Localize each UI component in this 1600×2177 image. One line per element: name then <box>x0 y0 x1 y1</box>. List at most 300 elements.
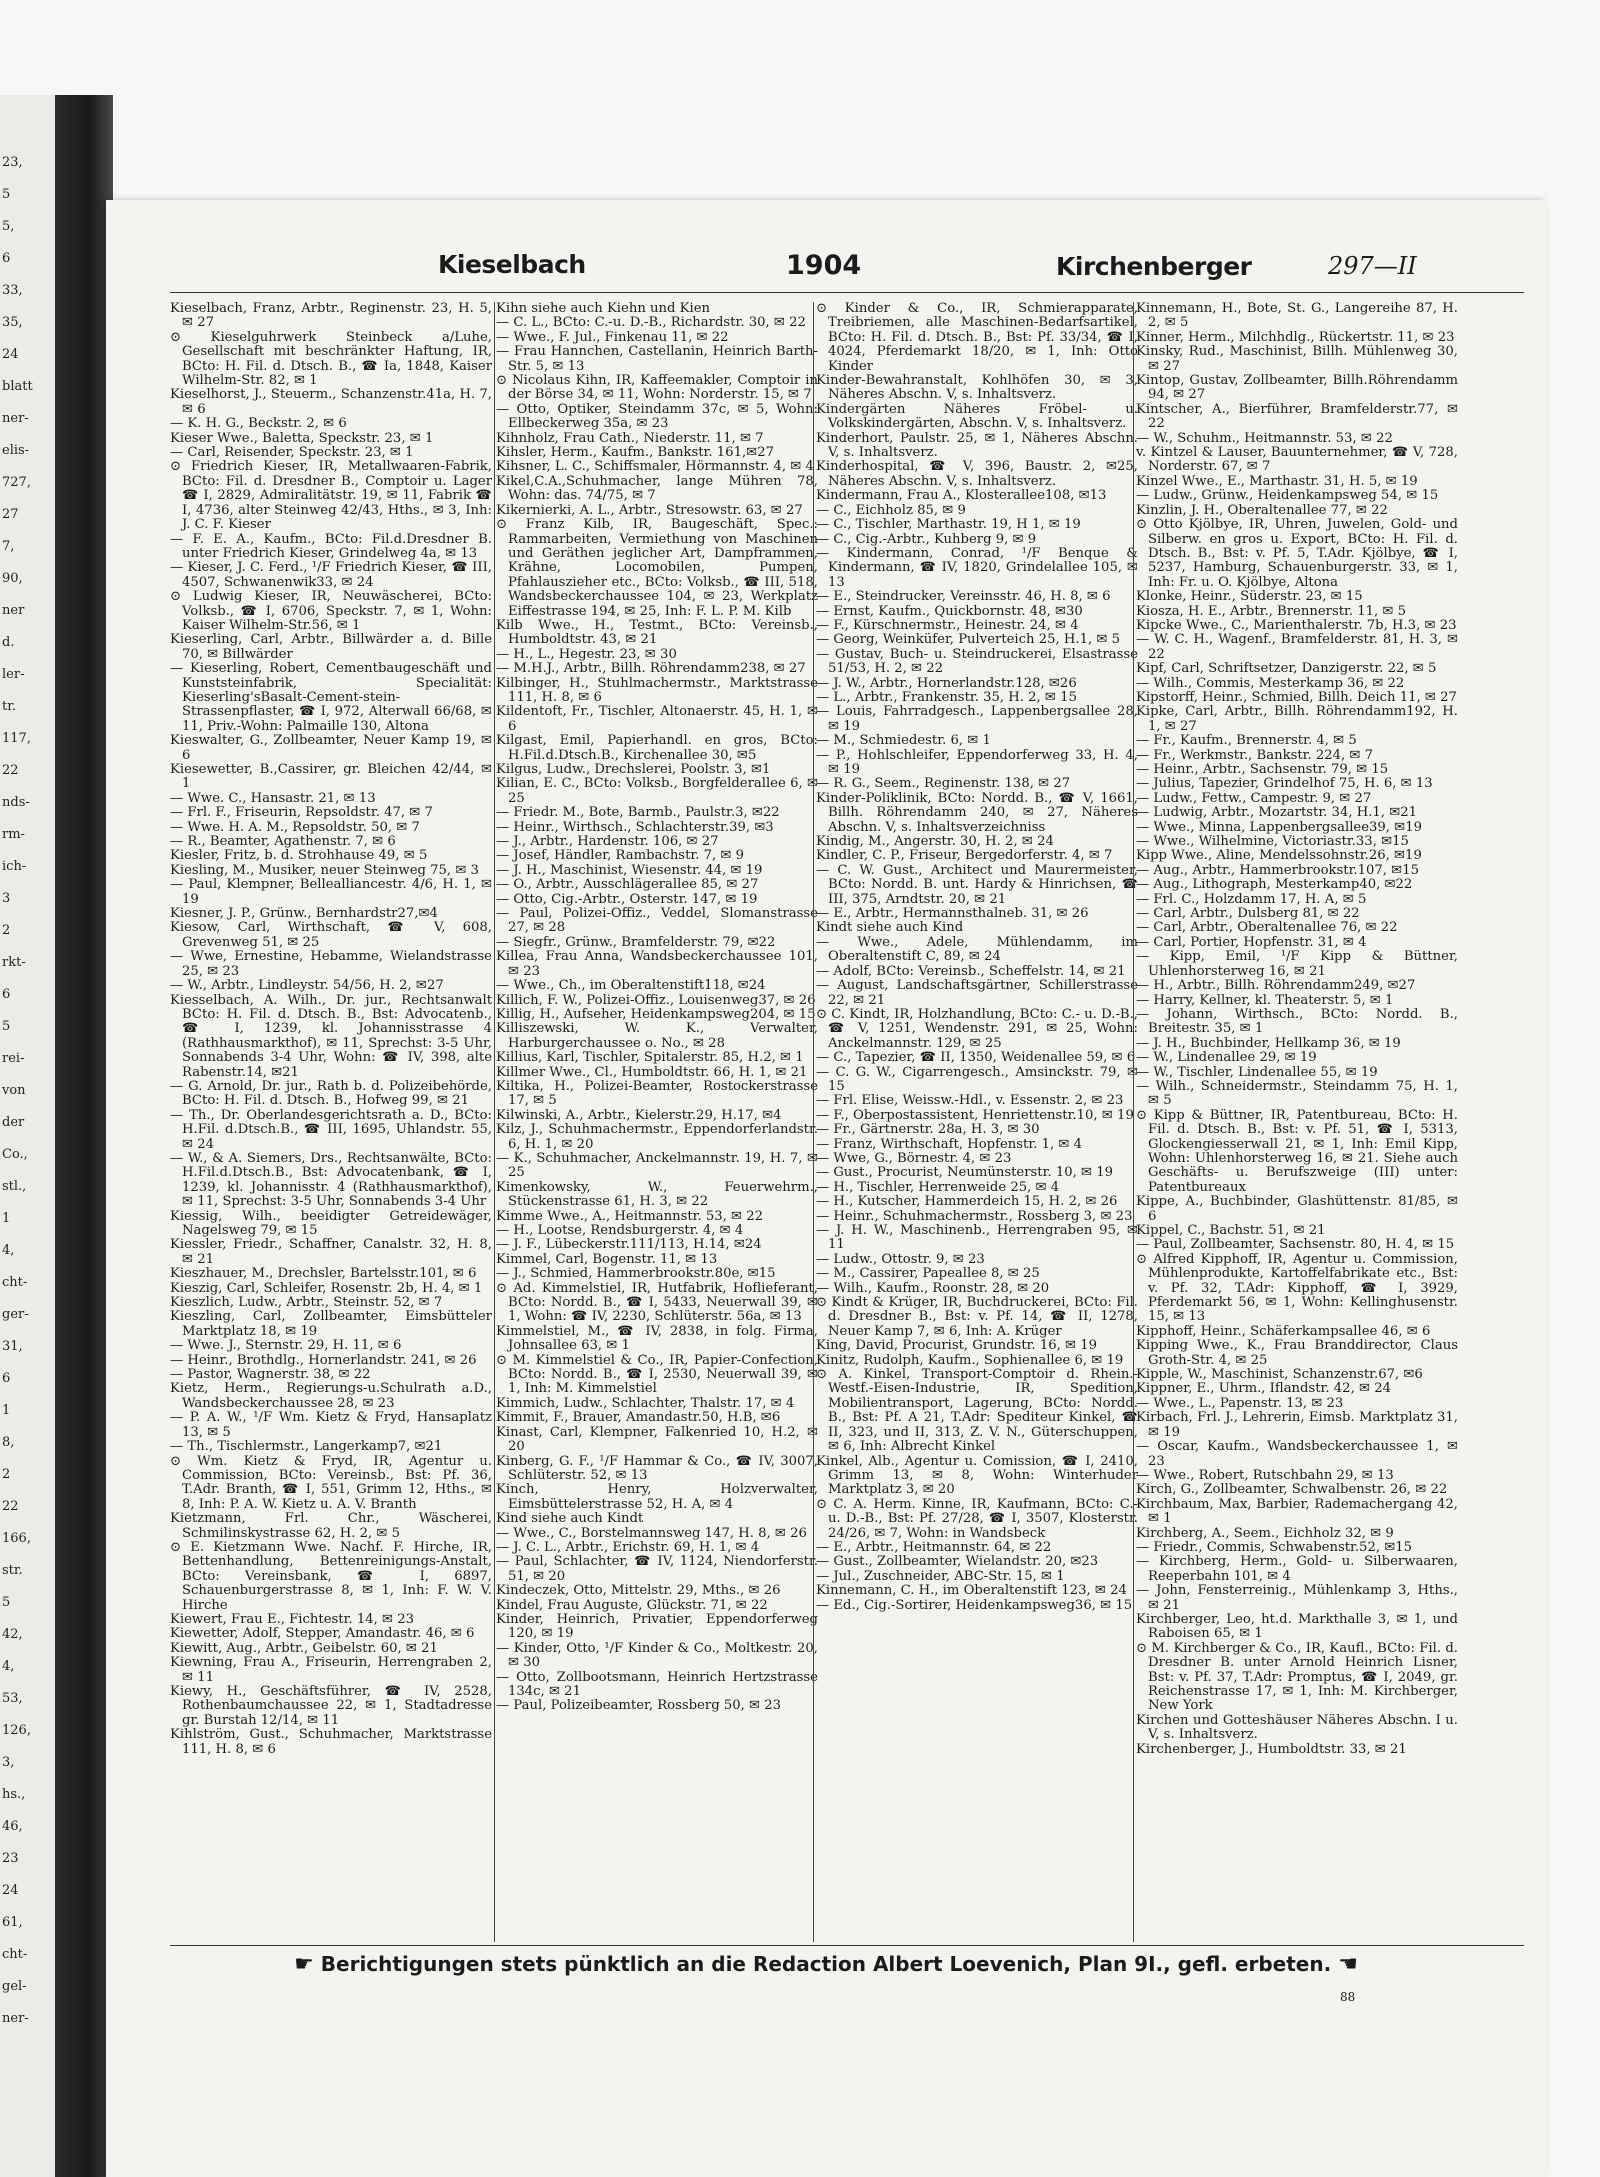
column-divider <box>494 302 495 1942</box>
directory-entry: Kinzel Wwe., E., Marthastr. 31, H. 5, ✉ 19 <box>1136 473 1418 489</box>
directory-entry: — K., Schuhmacher, Anckelmannstr. 19, H. 7, ✉ 25 <box>496 1150 818 1181</box>
directory-entry: ⊙ Otto Kjölbye, IR, Uhren, Juwelen, Gold- und Silberw. en gros u. Export, BCto: H. Fil. d. Dtsch. B., Bst: v. Pf. 5, T.Adr. Kjölbye, ☎ I, 5237, Hamburg, Schauenburgerstr. 33, ✉ 1, Inh: Fr. u. O. Kjölbye, Altona <box>1136 517 1458 590</box>
directory-entry: — Friedr., Commis, Schwabenstr.52, ✉15 <box>1136 1539 1413 1555</box>
directory-entry: — Wwe., F. Jul., Finkenau 11, ✉ 22 <box>496 329 729 345</box>
directory-entry: Kinsky, Rud., Maschinist, Billh. Mühlenweg 30, ✉ 27 <box>1136 344 1458 374</box>
directory-entry: — Julius, Tapezier, Grindelhof 75, H. 6, ✉ 13 <box>1136 776 1433 792</box>
directory-entry: Kipstorff, Heinr., Schmied, Billh. Deich 11, ✉ 27 <box>1136 689 1457 705</box>
directory-entry: Kiesow, Carl, Wirthschaft, ☎ V, 608, Grevenweg 51, ✉ 25 <box>170 920 492 950</box>
directory-entry: — Jul., Zuschneider, ABC-Str. 15, ✉ 1 <box>816 1568 1065 1584</box>
directory-entry: Kinkel, Alb., Agentur u. Comission, ☎ I, 2410, Grimm 13, ✉ 8, Wohn: Winterhuder Marktplatz 3, ✉ 20 <box>816 1453 1138 1498</box>
previous-page-fragment: ner <box>2 603 25 618</box>
directory-entry: — J. H., Maschinist, Wiesenstr. 44, ✉ 19 <box>496 862 763 878</box>
directory-entry: Kimme Wwe., A., Heitmannstr. 53, ✉ 22 <box>496 1208 764 1224</box>
directory-entry: Kinnemann, H., Bote, St. G., Langereihe 87, H. 2, ✉ 5 <box>1136 302 1458 331</box>
directory-entry: Kind siehe auch Kindt <box>496 1511 644 1527</box>
previous-page-fragment: der <box>2 1115 25 1130</box>
directory-entry: Kilb Wwe., H., Testmt., BCto: Vereinsb., Humboldtstr. 43, ✉ 21 <box>496 617 818 648</box>
directory-entry: — Aug., Arbtr., Hammerbrookstr.107, ✉15 <box>1136 862 1420 878</box>
previous-page-fragment: 33, <box>2 283 23 298</box>
previous-page-fragment: ner- <box>2 2011 29 2026</box>
directory-entry: — W., Schuhm., Heitmannstr. 53, ✉ 22 <box>1136 430 1393 446</box>
directory-entry: — Fr., Gärtnerstr. 28a, H. 3, ✉ 30 <box>816 1122 1040 1138</box>
directory-entry: Kieszlich, Ludw., Arbtr., Steinstr. 52, ✉ 7 <box>170 1295 443 1311</box>
directory-entry: — J. W., Arbtr., Hornerlandstr.128, ✉26 <box>816 675 1077 691</box>
directory-entry: Killiszewski, W. K., Verwalter, Harburgerchaussee o. No., ✉ 28 <box>496 1021 818 1051</box>
page-header <box>106 248 1546 288</box>
directory-entry: ⊙ C. Kindt, IR, Holzhandlung, BCto: C.- u. D.-B., ☎ V, 1251, Wendenstr. 291, ✉ 25, Wohn: Anckelmannstr. 129, ✉ 25 <box>816 1006 1138 1051</box>
previous-page-fragment: ich- <box>2 859 27 874</box>
previous-page-fragment: 2 <box>2 1467 11 1482</box>
directory-entry: — W., Arbtr., Lindleystr. 54/56, H. 2, ✉27 <box>170 978 444 994</box>
previous-page-fragment: 27 <box>2 507 19 522</box>
directory-entry: — Heinr., Schuhmachermstr., Rossberg 3, ✉ 23 <box>816 1208 1133 1224</box>
previous-page-fragment: stl., <box>2 1179 27 1194</box>
header-first-name: Kieselbach <box>438 250 586 279</box>
previous-page-fragment: ler- <box>2 667 25 682</box>
page-number: 297—II <box>1328 252 1417 280</box>
directory-entry: ⊙ Friedrich Kieser, IR, Metallwaaren-Fabrik, BCto: Fil. d. Dresdner B., Comptoir u. Lager ☎ I, 2829, Admiralitätstr. 19, ✉ 11, Fabrik ☎ I, 4736, alter Steinweg 42/43, Hths., ✉ 3, Inh: J. C. F. Kieser <box>170 459 492 533</box>
previous-page-fragment: nds- <box>2 795 30 810</box>
directory-entry: — Ed., Cig.-Sortirer, Heidenkampsweg36, ✉ 15 <box>816 1597 1133 1613</box>
directory-entry: Kilz, J., Schuhmachermstr., Eppendorferlandstr. 6, H. 1, ✉ 20 <box>496 1122 818 1152</box>
directory-entry: — Wwe, Ernestine, Hebamme, Wielandstrasse 25, ✉ 23 <box>170 949 492 979</box>
directory-entry: — Gustav, Buch- u. Steindruckerei, Elsastrasse 51/53, H. 2, ✉ 22 <box>816 646 1138 677</box>
directory-entry: — W. C. H., Wagenf., Bramfelderstr. 81, H. 3, ✉ 22 <box>1136 632 1458 662</box>
directory-entry: — Franz, Wirthschaft, Hopfenstr. 1, ✉ 4 <box>816 1136 1083 1152</box>
directory-entry: Kirchberg, A., Seem., Eichholz 32, ✉ 9 <box>1136 1525 1394 1541</box>
directory-entry: — Ludw., Ottostr. 9, ✉ 23 <box>816 1251 985 1267</box>
previous-page-fragment: 1 <box>2 1211 11 1226</box>
previous-page-fragment: 61, <box>2 1915 23 1930</box>
directory-entry: — P., Hohlschleifer, Eppendorferweg 33, H. 4, ✉ 19 <box>816 747 1138 777</box>
directory-entry: Kihlström, Gust., Schuhmacher, Marktstrasse 111, H. 8, ✉ 6 <box>170 1727 492 1757</box>
directory-entry: King, David, Procurist, Grundstr. 16, ✉ 19 <box>816 1338 1098 1354</box>
column-divider <box>813 302 814 1942</box>
directory-entry: — R. G., Seem., Reginenstr. 138, ✉ 27 <box>816 776 1071 792</box>
directory-entry: Kirchberger, Leo, ht.d. Markthalle 3, ✉ 1, und Raboisen 65, ✉ 1 <box>1136 1611 1458 1642</box>
directory-entry: Kiessig, Wilh., beeidigter Getreidewäger, Nagelsweg 79, ✉ 15 <box>170 1208 492 1238</box>
directory-entry: Kipcke Wwe., C., Marienthalerstr. 7b, H.3, ✉ 23 <box>1136 617 1457 633</box>
directory-entry: — Georg, Weinküfer, Pulverteich 25, H.1, ✉ 5 <box>816 632 1120 648</box>
directory-entry: Killea, Frau Anna, Wandsbeckerchaussee 101, ✉ 23 <box>496 949 818 979</box>
directory-entry: Kimenkowsky, W., Feuerwehrm., Stückenstrasse 61, H. 3, ✉ 22 <box>496 1179 818 1210</box>
directory-entry: — Heinr., Wirthsch., Schlachterstr.39, ✉3 <box>496 819 774 835</box>
directory-entry: — Frl. C., Holzdamm 17, H. A, ✉ 5 <box>1136 891 1367 907</box>
directory-entry: — Wwe., C., Borstelmannsweg 147, H. 8, ✉ 26 <box>496 1525 807 1541</box>
directory-entry: Kindt siehe auch Kind <box>816 920 964 936</box>
previous-page-fragment: rkt- <box>2 955 26 970</box>
pointing-hand-left-icon: ☛ <box>294 1952 314 1977</box>
directory-entry: — H., Kutscher, Hammerdeich 15, H. 2, ✉ 26 <box>816 1194 1118 1210</box>
directory-entry: Kieselbach, Franz, Arbtr., Reginenstr. 23, H. 5, ✉ 27 <box>170 302 492 331</box>
directory-entry: — Frl. F., Friseurin, Repsoldstr. 47, ✉ 7 <box>170 805 433 821</box>
directory-entry: Kindermann, Frau A., Klosterallee108, ✉13 <box>816 488 1107 504</box>
directory-entry: Kipphoff, Heinr., Schäferkampsallee 46, ✉ 6 <box>1136 1323 1431 1339</box>
directory-entry: Kiewitt, Aug., Arbtr., Geibelstr. 60, ✉ 21 <box>170 1640 438 1656</box>
directory-entry: Kiosza, H. E., Arbtr., Brennerstr. 11, ✉ 5 <box>1136 603 1407 619</box>
directory-entry: — F. E. A., Kaufm., BCto: Fil.d.Dresdner B. unter Friedrich Kieser, Grindelweg 4a, ✉ 13 <box>170 531 492 561</box>
directory-entry: — Wilh., Commis, Mesterkamp 36, ✉ 22 <box>1136 675 1405 691</box>
previous-page-fragment: elis- <box>2 443 30 458</box>
directory-entry: — Carl, Arbtr., Dulsberg 81, ✉ 22 <box>1136 906 1360 922</box>
column-1 <box>170 302 492 1942</box>
directory-entry: Kirchen und Gotteshäuser Näheres Abschn. I u. V, s. Inhaltsverz. <box>1136 1712 1458 1743</box>
directory-entry: ⊙ M. Kirchberger & Co., IR, Kaufl., BCto: Fil. d. Dresdner B. unter Arnold Heinrich Lisner, Bst: v. Pf. 37, T.Adr: Promptus, ☎ I, 2049, gr. Reichenstrasse 17, ✉ 1, Inh: M. Kirchberger, New York <box>1136 1640 1458 1714</box>
directory-entry: Kiesner, J. P., Grünw., Bernhardstr27,✉4 <box>170 906 438 922</box>
directory-entry: — Wwe., Adele, Mühlendamm, im Oberaltenstift C, 89, ✉ 24 <box>816 934 1138 965</box>
directory-entry: Kiewetter, Adolf, Stepper, Amandastr. 46, ✉ 6 <box>170 1626 475 1642</box>
directory-entry: Kietzmann, Frl. Chr., Wäscherei, Schmilinskystrasse 62, H. 2, ✉ 5 <box>170 1511 492 1541</box>
directory-entry: — R., Beamter, Agathenstr. 7, ✉ 6 <box>170 834 396 850</box>
directory-entry: Kinder, Heinrich, Privatier, Eppendorferweg 120, ✉ 19 <box>496 1611 818 1642</box>
directory-entry: — Pastor, Wagnerstr. 38, ✉ 22 <box>170 1367 371 1383</box>
directory-entry: — E., Arbtr., Hermannsthalneb. 31, ✉ 26 <box>816 906 1089 922</box>
directory-entry: — L., Arbtr., Frankenstr. 35, H. 2, ✉ 15 <box>816 689 1077 705</box>
previous-page-fragment: 31, <box>2 1339 23 1354</box>
previous-page-fragment: 5 <box>2 187 11 202</box>
previous-page-fragment: 5 <box>2 1019 11 1034</box>
directory-entry: ⊙ E. Kietzmann Wwe. Nachf. F. Hirche, IR, Bettenhandlung, Bettenreinigungs-Anstalt, BCto: Vereinsbank, ☎ I, 6897, Schauenburgerstrasse 8, ✉ 1, Inh: F. W. V. Hirche <box>170 1539 492 1613</box>
header-year: 1904 <box>786 250 862 281</box>
directory-entry: ⊙ Kinder & Co., IR, Schmierapparate, Treibriemen, alle Maschinen-Bedarfsartikel, BCto: H. Fil. d. Dtsch. B., Bst: Pf. 33/34, ☎ I, 4024, Pferdemarkt 18/20, ✉ 1, Inh: Otto Kinder <box>816 302 1138 374</box>
directory-entry: — Kinder, Otto, ¹/F Kinder & Co., Moltkestr. 20, ✉ 30 <box>496 1640 818 1671</box>
column-2 <box>496 302 818 1942</box>
previous-page-fragment: 22 <box>2 1499 19 1514</box>
directory-entry: — F., Oberpostassistent, Henriettenstr.10, ✉ 19 <box>816 1107 1134 1123</box>
previous-page-fragment: 53, <box>2 1691 23 1706</box>
directory-entry: — Fr., Werkmstr., Bankstr. 224, ✉ 7 <box>1136 747 1374 763</box>
directory-entry: Kipping Wwe., K., Frau Branddirector, Claus Groth-Str. 4, ✉ 25 <box>1136 1338 1458 1368</box>
directory-entry: — Wwe. H. A. M., Repsoldstr. 50, ✉ 7 <box>170 819 420 835</box>
directory-entry: Kinch, Henry, Holzverwalter, Eimsbüttelerstrasse 52, H. A, ✉ 4 <box>496 1482 818 1512</box>
directory-entry: — C., Eichholz 85, ✉ 9 <box>816 502 966 518</box>
directory-entry: Kimmel, Carl, Bogenstr. 11, ✉ 13 <box>496 1251 718 1267</box>
directory-entry: — Paul, Schlachter, ☎ IV, 1124, Niendorferstr. 51, ✉ 20 <box>496 1554 818 1584</box>
directory-entry: Kipf, Carl, Schriftsetzer, Danzigerstr. 22, ✉ 5 <box>1136 661 1437 677</box>
header-last-name: Kirchenberger <box>1056 252 1252 281</box>
directory-entry: — J. C. L., Arbtr., Erichstr. 69, H. 1, ✉ 4 <box>496 1539 760 1555</box>
directory-page <box>106 200 1546 2177</box>
directory-entry: — P. A. W., ¹/F Wm. Kietz & Fryd, Hansaplatz 13, ✉ 5 <box>170 1410 492 1440</box>
directory-entry: — J. H. W., Maschinenb., Herrengraben 95, ✉ 11 <box>816 1223 1138 1253</box>
directory-entry: Kimmich, Ludw., Schlachter, Thalstr. 17, ✉ 4 <box>496 1395 795 1411</box>
directory-entry: Kindler, C. P., Friseur, Bergedorferstr. 4, ✉ 7 <box>816 848 1113 864</box>
directory-entry: — Ernst, Kaufm., Quickbornstr. 48, ✉30 <box>816 603 1083 619</box>
previous-page-fragment: rm- <box>2 827 25 842</box>
column-divider <box>1133 302 1134 1942</box>
directory-entry: Kiesler, Fritz, b. d. Strohhause 49, ✉ 5 <box>170 848 428 864</box>
directory-entry: Kieserling, Carl, Arbtr., Billwärder a. d. Bille 70, ✉ Billwärder <box>170 632 492 662</box>
directory-entry: — C., Tischler, Marthastr. 19, H 1, ✉ 19 <box>816 517 1081 533</box>
directory-entry: — Wwe. J., Sternstr. 29, H. 11, ✉ 6 <box>170 1338 402 1354</box>
directory-entry: Kimmelstiel, M., ☎ IV, 2838, in folg. Firma, Johnsallee 63, ✉ 1 <box>496 1323 818 1354</box>
previous-page-fragment: cht- <box>2 1947 28 1962</box>
directory-entry: — Siegfr., Grünw., Bramfelderstr. 79, ✉22 <box>496 934 776 950</box>
previous-page-fragment: von <box>2 1083 26 1098</box>
directory-entry: — Wwe., Ch., im Oberaltenstift118, ✉24 <box>496 978 766 994</box>
directory-entry: Kihsler, Herm., Kaufm., Bankstr. 161,✉27 <box>496 445 774 461</box>
directory-entry: — Friedr. M., Bote, Barmb., Paulstr.3, ✉22 <box>496 805 780 821</box>
directory-entry: — Wwe., Robert, Rutschbahn 29, ✉ 13 <box>1136 1467 1394 1483</box>
directory-entry: — M., Schmiedestr. 6, ✉ 1 <box>816 733 991 749</box>
directory-entry: Kippner, E., Uhrm., Iflandstr. 42, ✉ 24 <box>1136 1381 1391 1397</box>
previous-page-fragment: tr. <box>2 699 17 714</box>
directory-entry: — Kieser, J. C. Ferd., ¹/F Friedrich Kieser, ☎ III, 4507, Schwanenwik33, ✉ 24 <box>170 560 492 590</box>
directory-entry: Kieser Wwe., Baletta, Speckstr. 23, ✉ 1 <box>170 430 434 446</box>
directory-entry: — Josef, Händler, Rambachstr. 7, ✉ 9 <box>496 848 745 864</box>
directory-entry: — Heinr., Brothdlg., Hornerlandstr. 241, ✉ 26 <box>170 1352 477 1368</box>
directory-entry: — Frau Hannchen, Castellanin, Heinrich Barth-Str. 5, ✉ 13 <box>496 344 818 374</box>
previous-page-fragment: 5 <box>2 1595 11 1610</box>
previous-page-fragment: 5, <box>2 219 15 234</box>
directory-entry: — Paul, Klempner, Bellealliancestr. 4/6, H. 1, ✉ 19 <box>170 877 492 907</box>
directory-entry: Killich, F. W., Polizei-Offiz., Louisenweg37, ✉ 26 <box>496 992 816 1008</box>
directory-entry: — Kipp, Emil, ¹/F Kipp & Büttner, Uhlenhorsterweg 16, ✉ 21 <box>1136 949 1458 979</box>
directory-entry: ⊙ Kipp & Büttner, IR, Patentbureau, BCto: H. Fil. d. Dtsch. B., Bst: v. Pf. 51, ☎ I, 5313, Glockengiesserwall 21, ✉ 1, Inh: Emil Kipp, Wohn: Uhlenhorsterweg 16, ✉ 21. Siehe auch Geschäfts- u. Berufszweige (III) unter: Patentbureaux <box>1136 1107 1458 1195</box>
directory-entry: Kintop, Gustav, Zollbeamter, Billh.Röhrendamm 94, ✉ 27 <box>1136 373 1458 403</box>
directory-entry: — Wwe, G., Börnestr. 4, ✉ 23 <box>816 1150 1012 1166</box>
directory-entry: ⊙ Kieselguhrwerk Steinbeck a/Luhe, Gesellschaft mit beschränkter Haftung, IR, BCto: H. Fil. d. Dtsch. B., ☎ Ia, 1848, Kaiser Wilhelm-Str. 82, ✉ 1 <box>170 329 492 389</box>
directory-entry: Kinner, Herm., Milchhdlg., Rückertstr. 11, ✉ 23 <box>1136 329 1455 345</box>
previous-page-fragment: 117, <box>2 731 31 746</box>
directory-entry: Kiewy, H., Geschäftsführer, ☎ IV, 2528, Rothenbaumchaussee 22, ✉ 1, Stadtadresse gr. Burstah 12/14, ✉ 11 <box>170 1684 492 1728</box>
directory-entry: Kinzlin, J. H., Oberaltenallee 77, ✉ 22 <box>1136 502 1388 518</box>
previous-page-fragment: 46, <box>2 1819 23 1834</box>
directory-entry: — Adolf, BCto: Vereinsb., Scheffelstr. 14, ✉ 21 <box>816 963 1126 979</box>
directory-entry: Kiltika, H., Polizei-Beamter, Rostockerstrasse 17, ✉ 5 <box>496 1078 818 1109</box>
previous-page-fragment: d. <box>2 635 15 650</box>
directory-entry: ⊙ Ad. Kimmelstiel, IR, Hutfabrik, Hoflieferant, BCto: Nordd. B., ☎ I, 5433, Neuerwall 39, ✉ 1, Wohn: ☎ IV, 2230, Schlüterstr. 56a, ✉ 13 <box>496 1280 818 1325</box>
directory-entry: ⊙ C. A. Herm. Kinne, IR, Kaufmann, BCto: C.- u. D.-B., Bst: Pf. 27/28, ☎ I, 3507, Klosterstr. 24/26, ✉ 7, Wohn: in Wandsbeck <box>816 1496 1138 1541</box>
previous-page-fragment: hs., <box>2 1787 26 1802</box>
directory-entry: — Aug., Lithograph, Mesterkamp40, ✉22 <box>1136 877 1413 893</box>
footer-rule <box>170 1945 1524 1946</box>
directory-entry: — O., Arbtr., Ausschlägerallee 85, ✉ 27 <box>496 877 759 893</box>
directory-entry: — H., L., Hegestr. 23, ✉ 30 <box>496 646 677 662</box>
previous-page-fragment: 8, <box>2 1435 15 1450</box>
directory-entry: — W., Tischler, Lindenallee 55, ✉ 19 <box>1136 1064 1378 1080</box>
previous-page-edge <box>0 95 58 2177</box>
directory-entry: Kilgast, Emil, Papierhandl. en gros, BCto: H.Fil.d.Dtsch.B., Kirchenallee 30, ✉5 <box>496 733 818 763</box>
previous-page-fragment: 3, <box>2 1755 15 1770</box>
directory-entry: ⊙ Kindt & Krüger, IR, Buchdruckerei, BCto: Fil. d. Dresdner B., Bst: v. Pf. 14, ☎ II, 1278, Neuer Kamp 7, ✉ 6, Inh: A. Krüger <box>816 1295 1138 1339</box>
directory-entry: Kirch, G., Zollbeamter, Schwalbenstr. 26, ✉ 22 <box>1136 1482 1448 1498</box>
directory-entry: — E., Arbtr., Heitmannstr. 64, ✉ 22 <box>816 1539 1052 1555</box>
directory-entry: Kihn siehe auch Kiehn und Kien <box>496 302 710 316</box>
directory-entry: — Ludw., Grünw., Heidenkampsweg 54, ✉ 15 <box>1136 488 1439 504</box>
previous-page-fragment: 727, <box>2 475 31 490</box>
directory-entry: — Paul, Polizei-Offiz., Veddel, Slomanstrasse 27, ✉ 28 <box>496 906 818 936</box>
directory-entry: — K. H. G., Beckstr. 2, ✉ 6 <box>170 416 347 432</box>
directory-entry: Kinderhort, Paulstr. 25, ✉ 1, Näheres Abschn. V, s. Inhaltsverz. <box>816 430 1138 461</box>
directory-entry: Killig, H., Aufseher, Heidenkampsweg204, ✉ 15 <box>496 1006 816 1022</box>
previous-page-fragment: ger- <box>2 1307 29 1322</box>
directory-entry: Kiesling, M., Musiker, neuer Steinweg 75, ✉ 3 <box>170 862 479 878</box>
previous-page-fragment: gel- <box>2 1979 27 1994</box>
directory-entry: Kieselhorst, J., Steuerm., Schanzenstr.41a, H. 7, ✉ 6 <box>170 387 492 417</box>
directory-entry: — Gust., Zollbeamter, Wielandstr. 20, ✉23 <box>816 1554 1099 1570</box>
previous-page-fragment: str. <box>2 1563 23 1578</box>
directory-entry: — C. L., BCto: C.-u. D.-B., Richardstr. 30, ✉ 22 <box>496 315 806 331</box>
previous-page-fragment: 2 <box>2 923 11 938</box>
book-gutter <box>55 95 113 2177</box>
directory-entry: Kihnholz, Frau Cath., Niederstr. 11, ✉ 7 <box>496 430 764 446</box>
previous-page-fragment: 4, <box>2 1659 15 1674</box>
previous-page-fragment: Co., <box>2 1147 28 1162</box>
directory-entry: — H., Arbtr., Billh. Röhrendamm249, ✉27 <box>1136 978 1416 994</box>
directory-entry: — Otto, Cig.-Arbtr., Osterstr. 147, ✉ 19 <box>496 891 758 907</box>
directory-entry: Kindel, Frau Auguste, Glückstr. 71, ✉ 22 <box>496 1597 768 1613</box>
directory-entry: — H., Tischler, Herrenweide 25, ✉ 4 <box>816 1179 1060 1195</box>
directory-entry: Kipke, Carl, Arbtr., Billh. Röhrendamm192, H. 1, ✉ 27 <box>1136 704 1458 734</box>
directory-entry: — C., Tapezier, ☎ II, 1350, Weidenallee 59, ✉ 6 <box>816 1050 1136 1066</box>
directory-entry: — M., Cassirer, Papeallee 8, ✉ 25 <box>816 1266 1040 1282</box>
directory-entry: Killius, Karl, Tischler, Spitalerstr. 85, H.2, ✉ 1 <box>496 1050 804 1066</box>
previous-page-fragment: 42, <box>2 1627 23 1642</box>
directory-entry: — Kieserling, Robert, Cementbaugeschäft und Kunststeinfabrik, Specialität: Kieserling'sBasalt-Cement-stein-Strassenpflaster, ☎ I, 972, Alterwall 66/68, ✉ 11, Priv.-Wohn: Palmaille 130, Altona <box>170 661 492 734</box>
directory-entry: Kintscher, A., Bierführer, Bramfelderstr.77, ✉ 22 <box>1136 401 1458 432</box>
directory-entry: — W., Lindenallee 29, ✉ 19 <box>1136 1050 1317 1066</box>
directory-entry: — Otto, Zollbootsmann, Heinrich Hertzstrasse 134c, ✉ 21 <box>496 1669 818 1699</box>
previous-page-fragment: 126, <box>2 1723 31 1738</box>
directory-entry: — August, Landschaftsgärtner, Schillerstrasse 22, ✉ 21 <box>816 978 1138 1008</box>
directory-entry: Kindeczek, Otto, Mittelstr. 29, Mths., ✉ 26 <box>496 1583 781 1599</box>
directory-entry: Kieszling, Carl, Zollbeamter, Eimsbütteler Marktplatz 18, ✉ 19 <box>170 1309 492 1339</box>
directory-entry: Kimmit, F., Brauer, Amandastr.50, H.B, ✉6 <box>496 1410 781 1426</box>
directory-entry: — Oscar, Kaufm., Wandsbeckerchaussee 1, ✉ 23 <box>1136 1439 1458 1469</box>
directory-entry: — Th., Tischlermstr., Langerkamp7, ✉21 <box>170 1439 443 1455</box>
directory-entry: ⊙ Nicolaus Kihn, IR, Kaffeemakler, Comptoir in der Börse 34, ✉ 11, Wohn: Norderstr. 15, ✉ 7 <box>496 373 818 403</box>
previous-page-fragment: 7, <box>2 539 15 554</box>
directory-entry: Kipple, W., Maschinist, Schanzenstr.67, ✉6 <box>1136 1367 1423 1383</box>
directory-entry: Kinder-Poliklinik, BCto: Nordd. B., ☎ V, 1661, Billh. Röhrendamm 240, ✉ 27, Näheres Abschn. V, s. Inhaltsverzeichniss <box>816 790 1138 835</box>
directory-entry: Kippe, A., Buchbinder, Glashüttenstr. 81/85, ✉ 6 <box>1136 1194 1458 1224</box>
directory-entry: Kinderhospital, ☎ V, 396, Baustr. 2, ✉25, Näheres Abschn. V, s. Inhaltsverz. <box>816 459 1138 489</box>
directory-entry: — H., Lootse, Rendsburgerstr. 4, ✉ 4 <box>496 1223 744 1238</box>
directory-entry: — Paul, Polizeibeamter, Rossberg 50, ✉ 23 <box>496 1698 782 1714</box>
directory-entry: Kilian, E. C., BCto: Volksb., Borgfelderallee 6, ✉ 25 <box>496 776 818 806</box>
directory-entry: — Wwe., L., Papenstr. 13, ✉ 23 <box>1136 1395 1344 1411</box>
previous-page-fragment: 23, <box>2 155 23 170</box>
directory-entry: — Wwe. C., Hansastr. 21, ✉ 13 <box>170 790 376 806</box>
directory-entry: — Ludw., Fettw., Campestr. 9, ✉ 27 <box>1136 790 1372 806</box>
directory-entry: ⊙ Wm. Kietz & Fryd, IR, Agentur u. Commission, BCto: Vereinsb., Bst: Pf. 36, T.Adr. Branth, ☎ I, 551, Grimm 12, Hths., ✉ 8, Inh: P. A. W. Kietz u. A. V. Branth <box>170 1453 492 1512</box>
directory-entry: Kiesselbach, A. Wilh., Dr. jur., Rechtsanwalt BCto: H. Fil. d. Dtsch. B., Bst: Advocatenb., ☎ I, 1239, kl. Johannisstrasse 4 (Rathhausmarkthof), ✉ 11, Sprechst: 3-5 Uhr, Sonnabends 3-4 Uhr, Wohn: ☎ IV, 398, alte Rabenstr.14, ✉21 <box>170 992 492 1080</box>
directory-entry: — Wwe., Minna, Lappenbergsallee39, ✉19 <box>1136 819 1423 835</box>
previous-page-fragment: 3 <box>2 891 11 906</box>
directory-entry: — Fr., Kaufm., Brennerstr. 4, ✉ 5 <box>1136 733 1357 749</box>
directory-entry: ⊙ M. Kimmelstiel & Co., IR, Papier-Confection, BCto: Nordd. B., ☎ I, 2530, Neuerwall 39, ✉ 1, Inh: M. Kimmelstiel <box>496 1352 818 1397</box>
directory-entry: Kinnemann, C. H., im Oberaltenstift 123, ✉ 24 <box>816 1583 1127 1599</box>
directory-entry: — E., Steindrucker, Vereinsstr. 46, H. 8, ✉ 6 <box>816 589 1111 605</box>
small-page-mark: 88 <box>1340 1990 1356 2004</box>
directory-entry: Kieszig, Carl, Schleifer, Rosenstr. 2b, H. 4, ✉ 1 <box>170 1280 483 1296</box>
directory-entry: Kihsner, L. C., Schiffsmaler, Hörmannstr. 4, ✉ 4 <box>496 459 814 475</box>
directory-entry: Kirchbaum, Max, Barbier, Rademachergang 42, ✉ 1 <box>1136 1496 1458 1527</box>
directory-entry: Kindig, M., Angerstr. 30, H. 2, ✉ 24 <box>816 834 1054 850</box>
directory-entry: Kiewning, Frau A., Friseurin, Herrengraben 2, ✉ 11 <box>170 1655 492 1685</box>
directory-entry: Kinast, Carl, Klempner, Falkenried 10, H.2, ✉ 20 <box>496 1424 818 1455</box>
directory-entry: — Carl, Arbtr., Oberaltenallee 76, ✉ 22 <box>1136 920 1398 936</box>
directory-entry: — Th., Dr. Oberlandesgerichtsrath a. D., BCto: H.Fil. d.Dtsch.B., ☎ III, 1695, Uhlandstr. 55, ✉ 24 <box>170 1107 492 1152</box>
directory-entry: — M.H.J., Arbtr., Billh. Röhrendamm238, ✉ 27 <box>496 661 806 677</box>
directory-entry: Kipp Wwe., Aline, Mendelssohnstr.26, ✉19 <box>1136 848 1422 864</box>
directory-entry: Kieswalter, G., Zollbeamter, Neuer Kamp 19, ✉ 6 <box>170 733 492 763</box>
directory-entry: ⊙ Franz Kilb, IR, Baugeschäft, Spec.: Rammarbeiten, Vermiethung von Maschinen und Geräthen jeglicher Art, Dampframmen, Krähne, Locomobilen, Pumpen, Pfahlauszieher etc., BCto: Volksb., ☎ III, 518, Wandsbeckerchaussee 104, ✉ 23, Werkplatz Eiffestrasse 194, ✉ 25, Inh: F. L. P. M. Kilb <box>496 517 818 619</box>
previous-page-fragment: 24 <box>2 1883 19 1898</box>
header-rule <box>170 292 1524 293</box>
directory-entry: Kilgus, Ludw., Drechslerei, Poolstr. 3, ✉1 <box>496 762 771 777</box>
directory-entry: — J. H., Buchbinder, Hellkamp 36, ✉ 19 <box>1136 1035 1401 1051</box>
directory-entry: — Wilh., Schneidermstr., Steindamm 75, H. 1, ✉ 5 <box>1136 1078 1458 1109</box>
footer-text: Berichtigungen stets pünktlich an die Redaction Albert Loevenich, Plan 9I., gefl. erbeten. <box>320 1952 1332 1976</box>
previous-page-fragment: 1 <box>2 1403 11 1418</box>
directory-entry: ⊙ Alfred Kipphoff, IR, Agentur u. Commission, Mühlenprodukte, Kartoffelfabrikate etc., Bst: v. Pf. 32, T.Adr: Kipphoff, ☎ I, 3929, Pferdemarkt 56, ✉ 1, Wohn: Kellinghusenstr. 15, ✉ 13 <box>1136 1251 1458 1325</box>
directory-entry: ⊙ Ludwig Kieser, IR, Neuwäscherei, BCto: Volksb., ☎ I, 6706, Speckstr. 7, ✉ 1, Wohn: Kaiser Wilhelm-Str.56, ✉ 1 <box>170 589 492 633</box>
directory-entry: Kiessler, Friedr., Schaffner, Canalstr. 32, H. 8, ✉ 21 <box>170 1237 492 1267</box>
directory-entry: v. Kintzel & Lauser, Bauunternehmer, ☎ V, 728, Norderstr. 67, ✉ 7 <box>1136 445 1458 475</box>
directory-entry: — C. W. Gust., Architect und Maurermeister, BCto: Nordd. B. unt. Hardy & Hinrichsen, ☎ III, 375, Arndtstr. 20, ✉ 21 <box>816 862 1138 907</box>
directory-entry: — Johann, Wirthsch., BCto: Nordd. B., Breitestr. 35, ✉ 1 <box>1136 1006 1458 1037</box>
directory-entry: — Wilh., Kaufm., Roonstr. 28, ✉ 20 <box>816 1280 1050 1296</box>
directory-entry: Kieszhauer, M., Drechsler, Bartelsstr.101, ✉ 6 <box>170 1266 477 1282</box>
directory-entry: — G. Arnold, Dr. jur., Rath b. d. Polizeibehörde, BCto: H. Fil. d. Dtsch. B., Hofweg 99, ✉ 21 <box>170 1078 492 1109</box>
previous-page-fragment: ner- <box>2 411 29 426</box>
directory-entry: Kirchenberger, J., Humboldtstr. 33, ✉ 21 <box>1136 1741 1407 1757</box>
previous-page-fragment: 6 <box>2 251 11 266</box>
directory-entry: Kippel, C., Bachstr. 51, ✉ 21 <box>1136 1223 1326 1238</box>
previous-page-fragment: 90, <box>2 571 23 586</box>
directory-entry: — W., & A. Siemers, Drs., Rechtsanwälte, BCto: H.Fil.d.Dtsch.B., Bst: Advocatenbank, ☎ I, 1239, kl. Johannisstr. 4 (Rathhausmarkthof), ✉ 11, Sprechst: 3-5 Uhr, Sonnabends 3-4 Uhr <box>170 1150 492 1210</box>
directory-entry: — Gust., Procurist, Neumünsterstr. 10, ✉ 19 <box>816 1165 1114 1181</box>
directory-entry: — Carl, Reisender, Speckstr. 23, ✉ 1 <box>170 445 414 461</box>
directory-entry: Kindergärten Näheres Fröbel- u. Volkskindergärten, Abschn. V, s. Inhaltsverz. <box>816 401 1138 432</box>
directory-entry: Kinberg, G. F., ¹/F Hammar & Co., ☎ IV, 3007, Schlüterstr. 52, ✉ 13 <box>496 1453 818 1483</box>
directory-entry: — F., Kürschnermstr., Heinestr. 24, ✉ 4 <box>816 617 1079 633</box>
previous-page-fragment: rei- <box>2 1051 25 1066</box>
column-4 <box>1136 302 1458 1942</box>
previous-page-fragment: 4, <box>2 1243 15 1258</box>
directory-entry: Kikel,C.A.,Schuhmacher, lange Mühren 78, Wohn: das. 74/75, ✉ 7 <box>496 473 818 504</box>
directory-entry: — Ludwig, Arbtr., Mozartstr. 34, H.1, ✉21 <box>1136 805 1418 821</box>
directory-entry: Kirbach, Frl. J., Lehrerin, Eimsb. Marktplatz 31, ✉ 19 <box>1136 1410 1458 1440</box>
previous-page-fragment: 166, <box>2 1531 31 1546</box>
directory-entry: Kinitz, Rudolph, Kaufm., Sophienallee 6, ✉ 19 <box>816 1352 1124 1368</box>
previous-page-fragment: cht- <box>2 1275 28 1290</box>
directory-entry: Kiesewetter, B.,Cassirer, gr. Bleichen 42/44, ✉ 1 <box>170 762 492 792</box>
previous-page-fragment: 22 <box>2 763 19 778</box>
directory-entry: — J., Arbtr., Hardenstr. 106, ✉ 27 <box>496 834 719 850</box>
directory-entry: ⊙ A. Kinkel, Transport-Comptoir d. Rhein.-Westf.-Eisen-Industrie, IR, Spedition, Mobilientransport, Lagerung, BCto: Nordd. B., Bst: Pf. A 21, T.Adr: Spediteur Kinkel, ☎ II, 323, und II, 313, Z. V. N., Güterschuppen, ✉ 6, Inh: Albrecht Kinkel <box>816 1367 1138 1455</box>
directory-entry: Kietz, Herm., Regierungs-u.Schulrath a.D., Wandsbeckerchaussee 28, ✉ 23 <box>170 1381 492 1411</box>
directory-entry: Kiewert, Frau E., Fichtestr. 14, ✉ 23 <box>170 1611 414 1627</box>
previous-page-fragment: 23 <box>2 1851 19 1866</box>
directory-entry: Kinder-Bewahranstalt, Kohlhöfen 30, ✉ 3, Näheres Abschn. V, s. Inhaltsverz. <box>816 373 1138 403</box>
directory-entry: — C. G. W., Cigarrengesch., Amsinckstr. 79, ✉ 15 <box>816 1064 1138 1094</box>
directory-entry: Kildentoft, Fr., Tischler, Altonaerstr. 45, H. 1, ✉ 6 <box>496 704 818 734</box>
directory-entry: Kilwinski, A., Arbtr., Kielerstr.29, H.17, ✉4 <box>496 1107 782 1123</box>
directory-entry: — Paul, Zollbeamter, Sachsenstr. 80, H. 4, ✉ 15 <box>1136 1237 1455 1253</box>
directory-entry: — J. F., Lübeckerstr.111/113, H.14, ✉24 <box>496 1237 762 1253</box>
directory-entry: Klonke, Heinr., Süderstr. 23, ✉ 15 <box>1136 589 1363 605</box>
directory-entry: — Kirchberg, Herm., Gold- u. Silberwaaren, Reeperbahn 101, ✉ 4 <box>1136 1554 1458 1584</box>
previous-page-fragment: 6 <box>2 1371 11 1386</box>
directory-entry: — J., Schmied, Hammerbrookstr.80e, ✉15 <box>496 1266 776 1282</box>
directory-entry: — Otto, Optiker, Steindamm 37c, ✉ 5, Wohn: Ellbeckerweg 35a, ✉ 23 <box>496 401 818 432</box>
directory-entry: — Louis, Fahrradgesch., Lappenbergsallee 28, ✉ 19 <box>816 704 1138 734</box>
directory-entry: — Wwe., Wilhelmine, Victoriastr.33, ✉15 <box>1136 834 1409 850</box>
